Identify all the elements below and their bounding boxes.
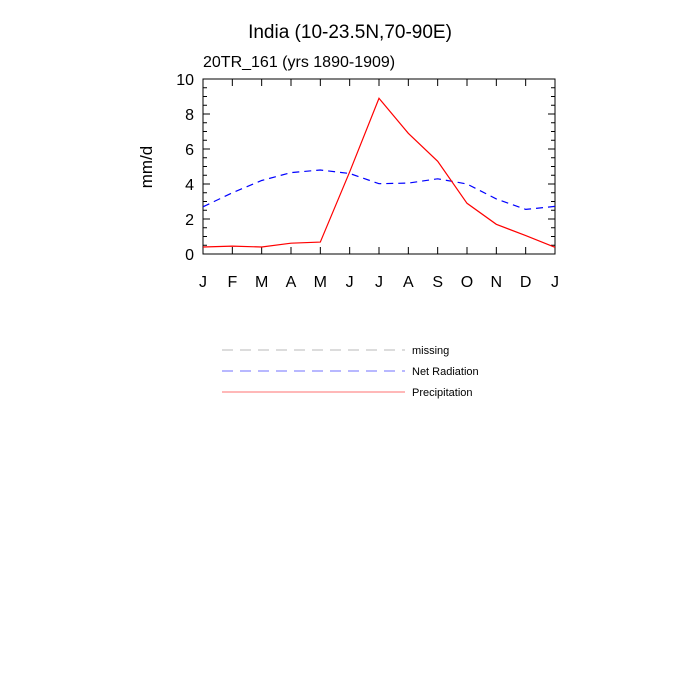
plot-frame (203, 79, 555, 254)
legend-label: Precipitation (412, 387, 473, 399)
x-tick-label: J (551, 274, 559, 291)
y-tick-label: 8 (185, 107, 194, 124)
x-tick-label: A (402, 274, 414, 291)
series-lines (203, 98, 555, 247)
tick-labels (176, 72, 559, 291)
y-tick-label: 10 (176, 72, 194, 89)
x-tick-label: J (199, 274, 207, 291)
x-tick-label: F (227, 274, 238, 291)
y-tick-label: 0 (185, 247, 194, 264)
y-tick-label: 4 (185, 177, 194, 194)
legend-label: Net Radiation (412, 366, 479, 378)
y-tick-label: 2 (185, 212, 194, 229)
x-tick-label: M (255, 274, 269, 291)
chart-subtitle: 20TR_161 (yrs 1890-1909) (203, 54, 396, 71)
x-tick-label: S (432, 274, 444, 291)
legend (222, 345, 479, 399)
x-tick-label: N (490, 274, 503, 291)
x-tick-label: J (375, 274, 383, 291)
y-axis-label: mm/d (137, 145, 156, 189)
x-tick-label: M (313, 274, 327, 291)
chart-title: India (10-23.5N,70-90E) (248, 22, 452, 43)
x-tick-label: D (519, 274, 532, 291)
x-tick-label: O (460, 274, 474, 291)
legend-label: missing (412, 345, 450, 357)
x-tick-label: J (345, 274, 354, 291)
x-tick-label: A (285, 274, 297, 291)
y-tick-label: 6 (185, 142, 194, 159)
axis-ticks (203, 79, 555, 254)
series-line-precipitation (203, 98, 555, 247)
series-line-net-radiation (203, 170, 555, 209)
